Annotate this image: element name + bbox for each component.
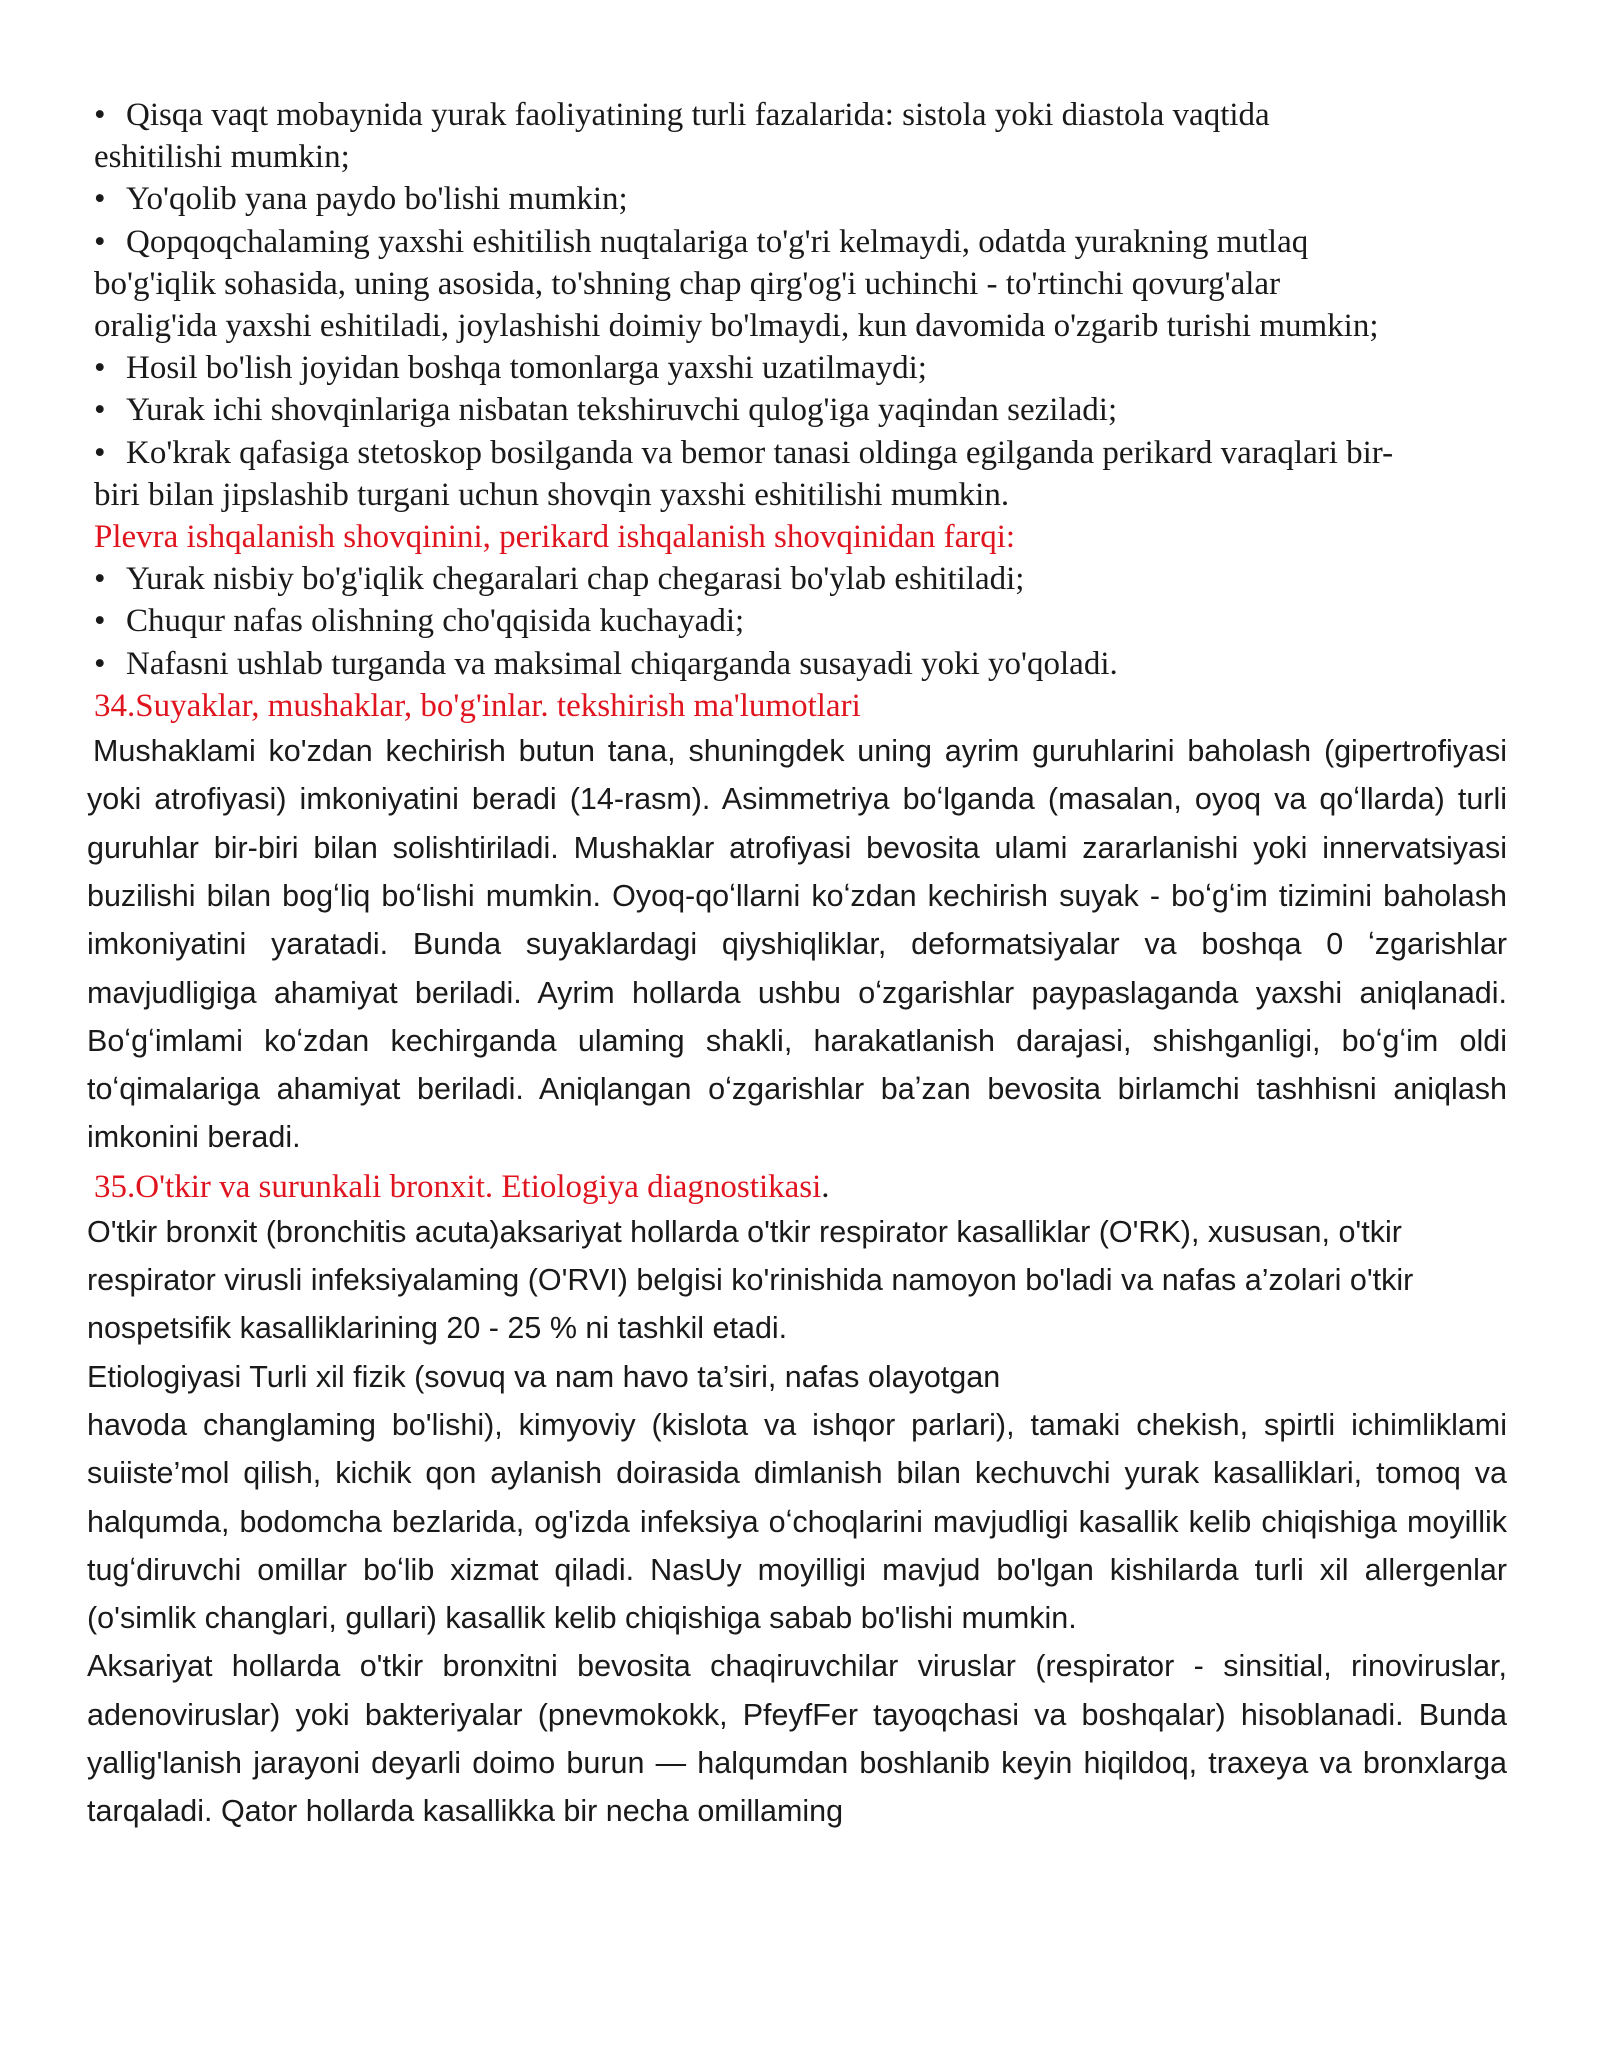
paragraph-pathogens: Aksariyat hollarda o'tkir bronxitni bevosita chaqiruvchilar viruslar (respirator - sinsitial, rinoviruslar, adenoviruslar) yoki bakteriyalar (pnevmokokk, PfeyfFer tayoqchasi va boshqalar) hisoblanadi. Bunda yallig'lanish jarayoni deyarli doimo burun — halqumdan boshlanib keyin hiqildoq, traxeya va bronxlarga tarqaladi. Qator hollarda kasallikka bir necha omillaming [87,1649,1507,1829]
bullet-marker: • [94,434,106,471]
list-item: • Hosil bo'lish joyidan boshqa tomonlarga yaxshi uzatilmaydi; [94,347,1394,389]
bullet-marker: • [94,181,106,218]
list-item: • Yurak ichi shovqinlariga nisbatan tekshiruvchi qulog'iga yaqindan seziladi; [94,389,1394,431]
bullet-marker: • [94,603,106,640]
bullet-marker: • [94,392,106,429]
paragraph-acute-bronchitis: O'tkir bronxit (bronchitis acuta)aksariyat hollarda o'tkir respirator kasalliklar (O'RK), xususan, o'tkir respirator virusli infeksiyalaming (O'RVI) belgisi ko'rinishida namoyon bo'ladi va nafas a’zolari o'tkir nospetsifik kasalliklarining 20 - 25 % ni tashkil etadi. [87,1214,1414,1346]
bullet-marker: • [94,561,106,598]
list-item: • Yo'qolib yana paydo bo'lishi mumkin; [94,178,1394,220]
section-heading-35: 35.O'tkir va surunkali bronxit. Etiologiya diagnostikasi. [94,1168,830,1205]
bullet-marker: • [94,223,106,260]
list-item: • Qopqoqchalaming yaxshi eshitilish nuqtalariga to'g'ri kelmaydi, odatda yurakning mutlaq bo'g'iqlik sohasida, uning asosida, to'shning chap qirg'og'i uchinchi - to'rtinchi qovurg'alar oralig'ida yaxshi eshitiladi, joylashishi doimiy bo'lmaydi, kun davomida o'zgarib turishi mumkin; [94,221,1394,348]
paragraph-muscles: Mushaklami ko'zdan kechirish butun tana, shuningdek uning ayrim guruhlarini baholash (gipertrofiyasi yoki atrofiyasi) imkoniyatini beradi (14-rasm). Asimmetriya boʻlganda (masalan, oyoq va qoʻllarda) turli guruhlar bir-biri bilan solishtiriladi. Mushaklar atrofiyasi bevosita ulami zararlanishi yoki innervatsiyasi buzilishi bilan bogʻliq boʻlishi mumkin. Oyoq-qoʻllarni koʻzdan kechirish suyak - boʻgʻim tizimini baholash imkoniyatini yaratadi. Bunda suyaklardagi qiyshiqliklar, deformatsiyalar va boshqa 0 ʻzgarishlar mavjudligiga ahamiyat beriladi. Ayrim hollarda ushbu oʻzgarishlar paypaslaganda yaxshi aniqlanadi. Boʻgʻimlami koʻzdan kechirganda ulaming shakli, harakatlanish darajasi, shishganligi, boʻgʻim oldi toʻqimalariga ahamiyat beriladi. Aniqlangan oʻzgarishlar baʼzan bevosita birlamchi tashhisni aniqlash imkonini beradi. [87,734,1507,1155]
list-item: • Nafasni ushlab turganda va maksimal chiqarganda susayadi yoki yo'qoladi. [94,643,1394,685]
section-34-body [87,727,1507,1162]
list-one [94,94,1394,727]
list-item: • Qisqa vaqt mobaynida yurak faoliyatining turli fazalarida: sistola yoki diastola vaqtida eshitilishi mumkin; [94,94,1394,178]
paragraph-etiology: havoda changlaming bo'lishi), kimyoviy (kislota va ishqor parlari), tamaki chekish, spirtli ichimliklami suiiste’mol qilish, kichik qon aylanish doirasida dimlanish bilan kechuvchi yurak kasalliklari, tomoq va halqumda, bodomcha bezlarida, og'izda infeksiya oʻchoqlarini mavjudligi kasallik kelib chiqishiga moyillik tugʻdiruvchi omillar boʻlib xizmat qiladi. NasUy moyilligi mavjud bo'lgan kishilarda turli xil allergenlar (o'simlik changlari, gullari) kasallik kelib chiqishiga sabab bo'lishi mumkin. [87,1407,1507,1636]
section-heading-pleura: Plevra ishqalanish shovqinini, perikard ishqalanish shovqinidan farqi: [94,519,1016,556]
list-item: • Chuqur nafas olishning cho'qqisida kuchayadi; [94,600,1394,642]
bullet-marker: • [94,645,106,682]
bullet-marker: • [94,350,106,387]
list-item: • Yurak nisbiy bo'g'iqlik chegaralari chap chegarasi bo'ylab eshitiladi; [94,558,1394,600]
paragraph-etiology-first-line: Etiologiyasi Turli xil fizik (sovuq va nam havo ta’siri, nafas olayotgan [87,1359,1001,1394]
section-heading-34: 34.Suyaklar, mushaklar, bo'g'inlar. tekshirish ma'lumotlari [94,687,861,724]
section-35-body [87,1208,1507,1836]
bullet-marker: • [94,97,106,133]
list-item: • Ko'krak qafasiga stetoskop bosilganda va bemor tanasi oldinga egilganda perikard varaqlari bir-biri bilan jipslashib turgani uchun shovqin yaxshi eshitilishi mumkin. [94,432,1394,516]
